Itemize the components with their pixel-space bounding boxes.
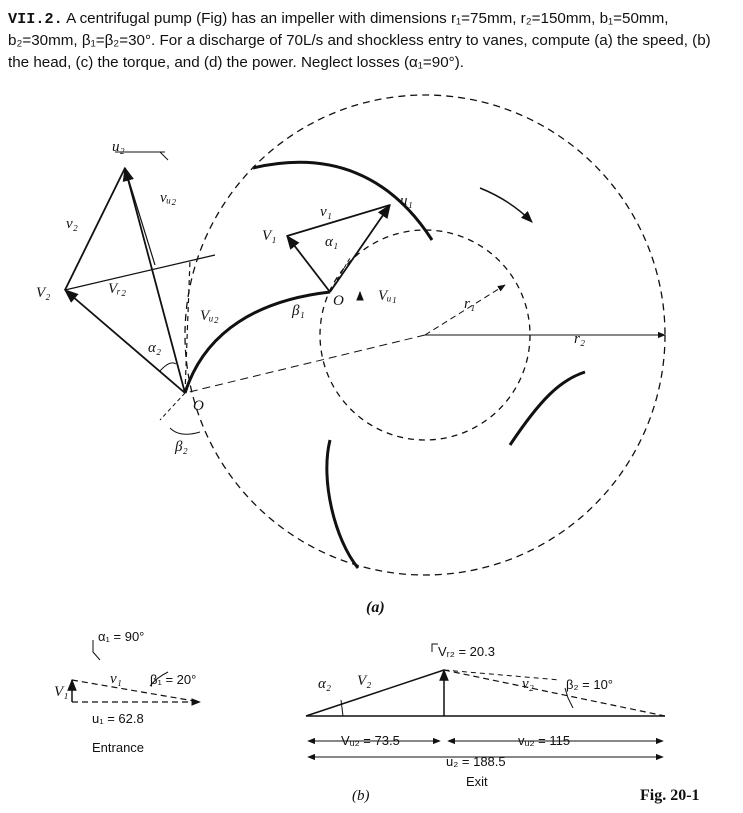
V1-vector (287, 236, 330, 292)
label-V2: V₂ (36, 285, 51, 301)
exit-vu2: vᵤ₂ = 115 (518, 733, 571, 748)
label-v1: v₁ (320, 204, 332, 220)
exit-v2: v₂ (522, 676, 534, 692)
problem-number: VII.2. (8, 10, 63, 28)
label-O-outer: O (193, 398, 204, 414)
exit-dash-top (444, 670, 560, 680)
exit-u2: u₂ = 188.5 (446, 754, 506, 769)
u1-vector (330, 205, 390, 292)
V2-vector (65, 290, 185, 393)
entrance-triangle (72, 640, 200, 702)
label-Vu2: Vᵤ₂ (200, 308, 219, 324)
figure-number: Fig. 20-1 (640, 787, 700, 804)
label-u1: u₁ (400, 193, 413, 209)
beta2-ray (160, 393, 185, 420)
entrance-v1: v₁ (110, 671, 122, 687)
label-r2: r₂ (574, 331, 586, 347)
label-v2: v₂ (66, 216, 78, 232)
caption-b: (b) (352, 788, 370, 804)
exit-Vu2: Vᵤ₂ = 73.5 (341, 733, 400, 748)
label-vu2-top: vᵤ₂ (160, 190, 177, 206)
label-beta2: β₂ (175, 439, 188, 455)
exit-alpha2-arc (341, 700, 343, 716)
entrance-V1: V₁ (54, 684, 69, 700)
rotation-arrow (480, 188, 532, 222)
u2-tick-stem (160, 152, 168, 160)
v1-vector (287, 205, 390, 236)
label-u2: u₂ (112, 139, 125, 155)
caption-a: (a) (366, 599, 385, 616)
label-alpha2: α₂ (148, 340, 162, 356)
center-ray (185, 335, 425, 393)
exit-Vr2: Vᵣ₂ = 20.3 (438, 644, 495, 659)
entrance-title: Entrance (92, 740, 145, 755)
entrance-beta1: β₁ = 20° (150, 672, 197, 687)
exit-title: Exit (466, 774, 488, 789)
label-Vu1: Vᵤ₁ (378, 288, 397, 304)
exit-beta2: β₂ = 10° (566, 677, 613, 692)
label-Vr2: Vᵣ₂ (108, 281, 127, 297)
vu2-line (125, 168, 155, 265)
problem-text: A centrifugal pump (Fig) has an impeller with dimensions r₁=75mm, r₂=150mm, b₁=50mm, b₂=30mm, β₁=β₂=30°. For a discharge of 70L/s and shockless entry to vanes, compute (a) the speed, (b) the head, (c) the torque, and (d) the power. Neglect losses (α₁=90°). (8, 10, 711, 71)
entrance-u1: u₁ = 62.8 (92, 711, 144, 726)
Vr2-line (65, 255, 215, 290)
exit-alpha2: α₂ (318, 676, 332, 692)
label-alpha1: α₁ (325, 234, 339, 250)
beta2-arc (170, 428, 200, 434)
vane-right (510, 372, 585, 445)
alpha2-arc (160, 363, 176, 371)
label-r1: r₁ (464, 296, 476, 312)
exit-V2: V₂ (357, 673, 372, 689)
label-V1: V₁ (262, 228, 277, 244)
exit-v2-line (444, 670, 665, 716)
vane-bottom (327, 440, 358, 568)
label-O-inner: O (333, 293, 344, 309)
label-beta1: β₁ (292, 303, 305, 319)
entrance-alpha1: α₁ = 90° (98, 629, 145, 644)
